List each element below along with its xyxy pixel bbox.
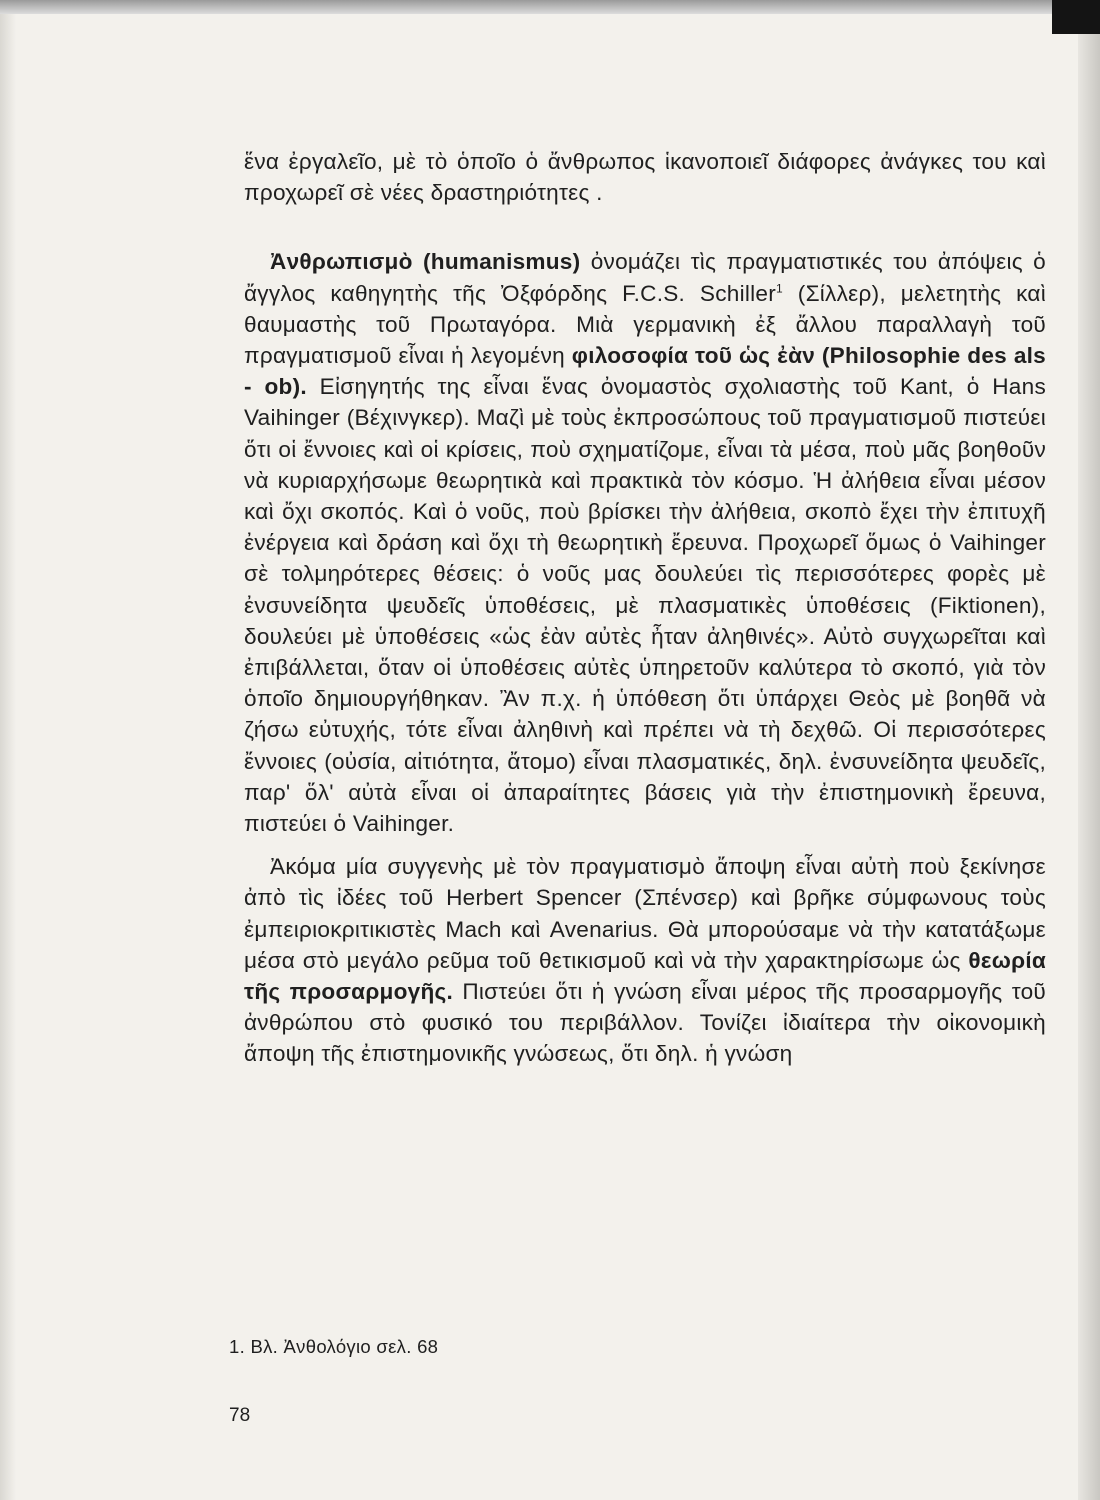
page-body	[244, 146, 1046, 1070]
scan-top-band	[0, 0, 1100, 14]
footnote-marker: 1	[776, 281, 783, 296]
term-humanism: Ἀνθρωπισμὸ (humanismus)	[270, 249, 581, 275]
paragraph-1	[244, 146, 1046, 208]
paragraph-3	[244, 851, 1046, 1069]
paragraph-2	[244, 246, 1046, 839]
page-number: 78	[229, 1405, 251, 1426]
paragraph-3-text-b: Πιστεύει ὅτι ἡ γνώση εἶναι μέρος τῆς προσαρμογῆς τοῦ ἀνθρώπου στὸ φυσικό του περιβάλλον. Τονίζει ἰδιαίτερα τὴν οἰκονομικὴ ἄποψη τῆς ἐπιστημονικῆς γνώσεως, ὅτι δηλ. ἡ γνώση	[244, 979, 1046, 1067]
scan-corner-shadow	[1052, 0, 1100, 34]
term-adaptation-theory: θεωρία τῆς προσαρμογῆς.	[244, 947, 1046, 1005]
paragraph-2-text-a: ὀνομάζει τὶς πραγματιστικές του ἀπόψεις ὁ ἄγγλος καθηγητὴς τῆς Ὀξφόρδης F.C.S. Schiller	[244, 249, 1046, 306]
paragraph-1-text: ἕνα ἐργαλεῖο, μὲ τὸ ὁποῖο ὁ ἄνθρωπος ἱκανοποιεῖ διάφορες ἀνάγκες του καὶ προχωρεῖ σὲ νέες δραστηριότητες .	[244, 149, 1046, 206]
paragraph-2-text-c: Εἰσηγητής της εἶναι ἕνας ὀνομαστὸς σχολιαστὴς τοῦ Kant, ὁ Hans Vaihinger (Βέχινγκερ). Μαζὶ μὲ τοὺς ἐκπροσώπους τοῦ πραγματισμοῦ πιστεύει ὅτι οἱ ἔννοιες καὶ οἱ κρίσεις, ποὺ σχηματίζομε, εἶναι τὰ μέσα, ποὺ μᾶς βοηθοῦν νὰ κυριαρχήσωμε θεωρητικὰ καὶ πρακτικὰ τὸν κόσμο. Ἡ ἀλήθεια εἶναι μέσον καὶ ὄχι σκοπός. Καὶ ὁ νοῦς, ποὺ βρίσκει τὴν ἀλήθεια, σκοπὸ ἔχει τὴν ἐπιτυχῆ ἐνέργεια καὶ δράση καὶ ὄχι τὴ θεωρητικὴ ἔρευνα. Προχωρεῖ ὅμως ὁ Vaihinger σὲ τολμηρότερες θέσεις: ὁ νοῦς μας δουλεύει τὶς περισσότερες φορὲς μὲ ἐνσυνείδητα ψευδεῖς ὑποθέσεις, μὲ πλασματικὲς ὑποθέσεις (Fiktionen), δουλεύει μὲ ὑποθέσεις «ὡς ἐὰν αὐτὲς ἦταν ἀληθινές». Αὐτὸ συγχωρεῖται καὶ ἐπιβάλλεται, ὅταν οἱ ὑποθέσεις αὐτὲς ὑπηρετοῦν καλύτερα τὸ σκοπό, γιὰ τὸν ὁποῖο δημιουργήθηκαν. Ἂν π.χ. ἡ ὑπόθεση ὅτι ὑπάρχει Θεὸς μὲ βοηθᾶ νὰ ζήσω εὐτυχής, τότε εἶναι ἀληθινὴ καὶ πρέπει νὰ τὴ δεχθῶ. Οἱ περισσότερες ἔννοιες (οὐσία, αἰτιότητα, ἄτομο) εἶναι πλασματικές, δηλ. ἐνσυνείδητα ψευδεῖς, παρ' ὅλ' αὐτὰ εἶναι οἱ ἀπαραίτητες βάσεις γιὰ τὴν ἐπιστημονικὴ ἔρευνα, πιστεύει ὁ Vaihinger.	[244, 374, 1046, 837]
paragraph-3-text-a: Ἀκόμα μία συγγενὴς μὲ τὸν πραγματισμὸ ἄποψη εἶναι αὐτὴ ποὺ ξεκίνησε ἀπὸ τὶς ἰδέες τοῦ Herbert Spencer (Σπένσερ) καὶ βρῆκε σύμφωνους τοὺς ἐμπειριοκριτικιστὲς Mach καὶ Avenarius. Θὰ μπορούσαμε νὰ τὴν κατατάξωμε μέσα στὸ μεγάλο ρεῦμα τοῦ θετικισμοῦ καὶ νὰ τὴν χαρακτηρίσωμε ὡς	[244, 854, 1046, 973]
scan-right-edge	[1078, 34, 1100, 1500]
scan-left-edge	[0, 14, 16, 1500]
paragraph-2-text-b: (Σίλλερ), μελετητὴς καὶ θαυμαστὴς τοῦ Πρωταγόρα. Μιὰ γερμανικὴ ἐξ ἄλλου παραλλαγὴ τοῦ πραγματισμοῦ εἶναι ἡ λεγομένη	[244, 280, 1047, 369]
term-philosophie-des-als-ob: φιλοσοφία τοῦ ὡς ἐὰν (Philosophie des als - ob).	[244, 343, 1046, 400]
footnote: 1. Βλ. Ἀνθολόγιο σελ. 68	[229, 1336, 439, 1357]
